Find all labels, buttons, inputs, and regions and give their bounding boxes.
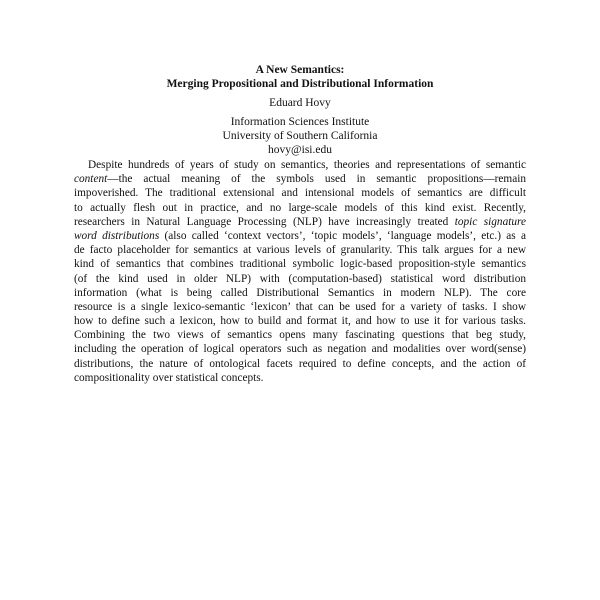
abstract-line (74, 272, 526, 286)
abstract-line (74, 371, 526, 385)
abstract-line (74, 186, 526, 200)
author-name: Eduard Hovy (269, 97, 331, 109)
abstract-text-run: compositionality over statistical concepts. (74, 371, 264, 384)
abstract-line (74, 172, 526, 186)
abstract-text-run: distributions, the nature of ontological facets required to define concepts, and the action of (74, 357, 526, 370)
affiliation-institute: Information Sciences Institute (230, 116, 370, 128)
abstract-line (74, 342, 526, 356)
abstract-line (74, 357, 526, 371)
abstract-line (74, 158, 526, 172)
abstract-text-run: Despite hundreds of years of study on semantics, theories and representations of semantic (88, 159, 526, 171)
author-email: hovy@isi.edu (268, 144, 332, 156)
abstract-text-run: de facto placeholder for semantics at various levels of granularity. This talk argues for a new (74, 244, 526, 257)
abstract-text-run: information (what is being called Distributional Semantics in modern NLP). The core (74, 286, 526, 299)
abstract-text-run: how to define such a lexicon, how to build and format it, and how to use it for various tasks. (74, 315, 526, 328)
abstract-text-run: (also called ‘context vectors’, ‘topic models’, ‘language models’, etc.) as a (159, 229, 526, 242)
abstract-line (74, 243, 526, 257)
abstract-line (74, 229, 526, 243)
abstract-line (74, 201, 526, 215)
paper-title-line-2: Merging Propositional and Distributional Information (166, 78, 434, 90)
abstract-italic-term: topic signature (454, 215, 527, 228)
abstract-italic-term: word distributions (74, 229, 160, 242)
abstract-text-run: kind of semantics that combines traditional symbolic logic-based proposition-style semantics (74, 258, 526, 271)
abstract-text-run: Combining the two views of semantics opens many fascinating questions that beg study, (74, 329, 526, 342)
abstract-line (74, 286, 526, 300)
abstract-line (74, 328, 526, 342)
abstract-text-run: including the operation of logical operators such as negation and modalities over word(sense) (74, 343, 526, 356)
abstract-text-run: to actually flesh out in practice, and no large-scale models of this kind exist. Recently, (74, 201, 526, 214)
abstract-text-run: —the actual meaning of the symbols used in semantic propositions—remain (107, 173, 526, 186)
abstract-text-run: (of the kind used in older NLP) with (computation-based) statistical word distribution (74, 272, 526, 285)
paper-title-line-1: A New Semantics: (255, 64, 345, 76)
abstract-italic-term: content (74, 173, 108, 186)
abstract-text (74, 158, 526, 385)
abstract-text-run: resource is a single lexico-semantic ‘lexicon’ that can be used for a variety of tasks. I show (74, 300, 526, 313)
abstract-line (74, 300, 526, 314)
abstract-line (74, 257, 526, 271)
abstract-text-run: researchers in Natural Language Processing (NLP) have increasingly treated (74, 215, 455, 228)
abstract-line (74, 314, 526, 328)
abstract-line (74, 215, 526, 229)
abstract-text-run: impoverished. The traditional extensional and intensional models of semantics are difficult (74, 187, 526, 200)
affiliation-university: University of Southern California (222, 130, 378, 142)
